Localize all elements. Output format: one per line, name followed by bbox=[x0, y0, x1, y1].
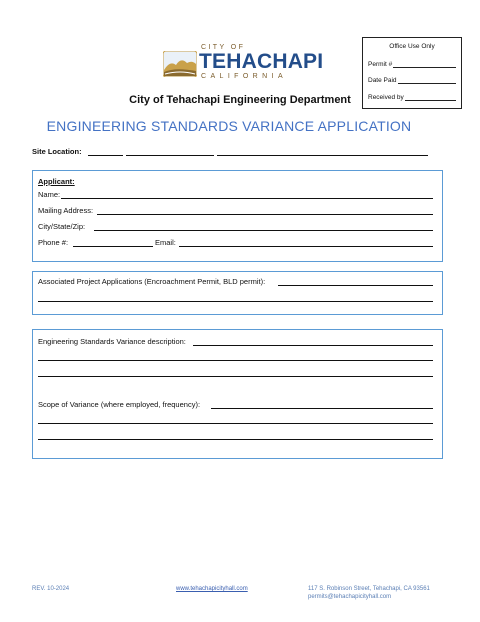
date-paid-row bbox=[368, 76, 456, 84]
website-link[interactable]: www.tehachapicityhall.com bbox=[176, 586, 248, 592]
logo-city-of: CITY OF bbox=[201, 44, 246, 51]
scope-of-variance-label: Scope of Variance (where employed, frequency): bbox=[38, 400, 201, 409]
received-by-label: Received by bbox=[368, 94, 404, 101]
permit-number-row bbox=[368, 60, 456, 68]
contact-email: permits@tehachapicityhall.com bbox=[308, 594, 392, 600]
associated-applications-field-2[interactable] bbox=[38, 301, 433, 302]
city-state-zip-label: City/State/Zip: bbox=[38, 222, 86, 231]
office-use-title: Office Use Only bbox=[389, 43, 435, 50]
email-label: Email: bbox=[155, 238, 176, 247]
contact-info bbox=[308, 586, 430, 600]
email-field[interactable] bbox=[179, 246, 433, 247]
permit-number-label: Permit # bbox=[368, 61, 393, 68]
variance-description-field[interactable] bbox=[193, 345, 433, 346]
phone-label: Phone #: bbox=[38, 238, 69, 247]
site-location-field[interactable] bbox=[88, 155, 123, 156]
associated-applications-field[interactable] bbox=[278, 285, 433, 286]
site-location-field-2[interactable] bbox=[126, 155, 214, 156]
applicant-heading: Applicant: bbox=[38, 177, 75, 186]
applicant-panel bbox=[32, 170, 443, 262]
variance-description-label: Engineering Standards Variance description: bbox=[38, 337, 186, 346]
logo-city-name: TEHACHAPI bbox=[199, 50, 324, 73]
associated-applications-panel bbox=[32, 271, 443, 315]
city-logo bbox=[163, 44, 323, 84]
phone-field[interactable] bbox=[73, 246, 153, 247]
name-label: Name: bbox=[38, 190, 61, 199]
mailing-address-label: Mailing Address: bbox=[38, 206, 94, 215]
variance-description-field-3[interactable] bbox=[38, 376, 433, 377]
logo-state: CALIFORNIA bbox=[201, 73, 288, 80]
associated-applications-label: Associated Project Applications (Encroachment Permit, BLD permit): bbox=[38, 277, 266, 286]
address-text: 117 S. Robinson Street, Tehachapi, CA 93561 bbox=[308, 586, 430, 592]
variance-panel bbox=[32, 329, 443, 459]
scope-of-variance-field[interactable] bbox=[211, 408, 433, 409]
city-state-zip-field[interactable] bbox=[94, 230, 433, 231]
name-field[interactable] bbox=[61, 198, 433, 199]
scope-of-variance-field-3[interactable] bbox=[38, 439, 433, 440]
date-paid-field[interactable] bbox=[398, 76, 456, 84]
mailing-address-field[interactable] bbox=[97, 214, 433, 215]
scope-of-variance-field-2[interactable] bbox=[38, 423, 433, 424]
site-location-field-3[interactable] bbox=[217, 155, 428, 156]
revision-label: REV. 10-2024 bbox=[32, 586, 70, 592]
site-location-label: Site Location: bbox=[32, 147, 82, 156]
department-name: City of Tehachapi Engineering Department bbox=[129, 94, 351, 106]
date-paid-label: Date Paid bbox=[368, 77, 397, 84]
page-title: ENGINEERING STANDARDS VARIANCE APPLICATION bbox=[46, 118, 412, 134]
mountain-emblem-icon bbox=[163, 51, 197, 77]
variance-description-field-2[interactable] bbox=[38, 360, 433, 361]
permit-number-field[interactable] bbox=[393, 60, 456, 68]
